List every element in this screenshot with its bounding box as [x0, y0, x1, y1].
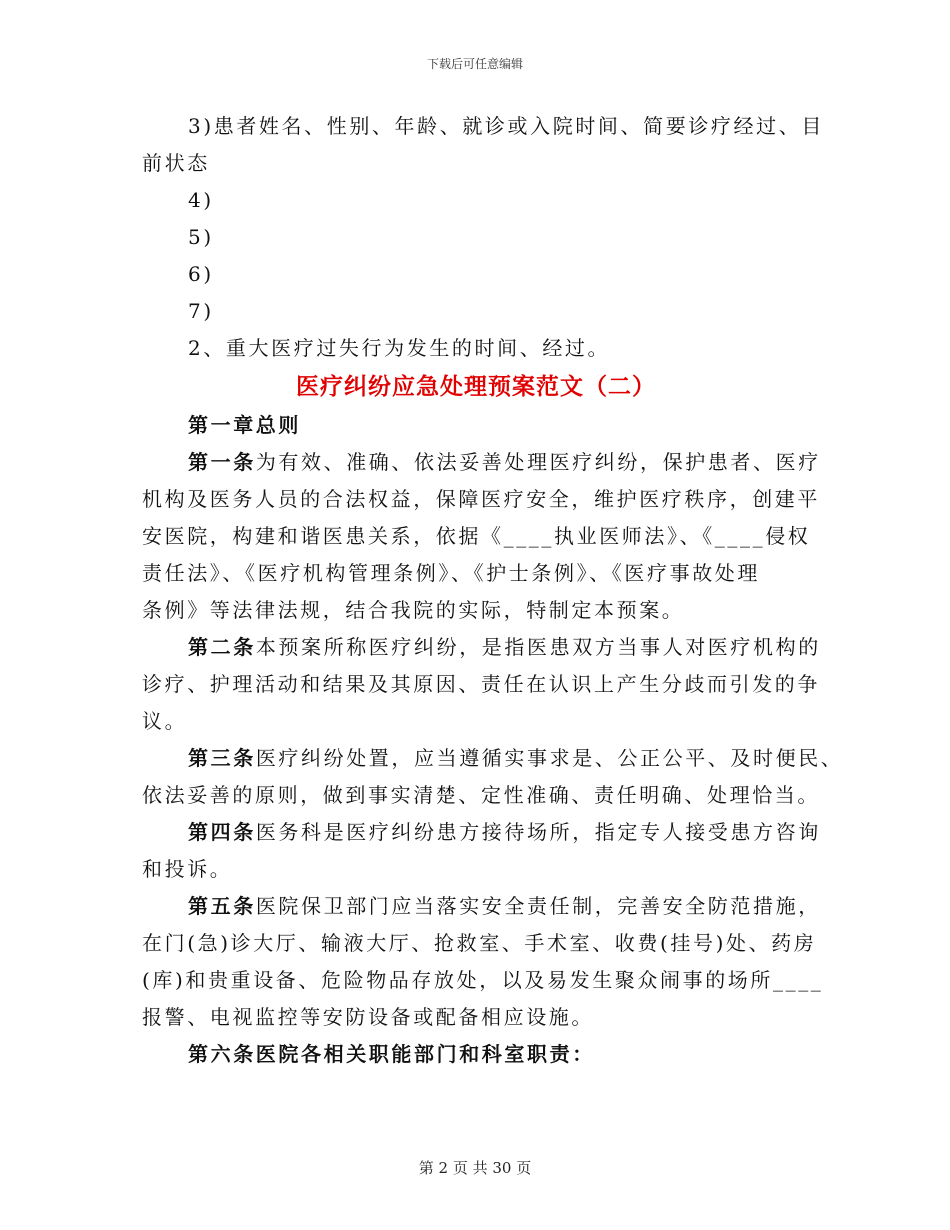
page-number: 第 2 页 共 30 页 — [418, 1159, 532, 1177]
article-1-line-1 — [142, 444, 821, 481]
article-2-line-3: 议。 — [142, 709, 188, 733]
article-1-line-2: 机构及医务人员的合法权益，保障医疗安全，维护医疗秩序，创建平 — [142, 487, 820, 511]
article-3-label: 第三条 — [188, 746, 256, 770]
article-3-line-2: 依法妥善的原则，做到事实清楚、定性准确、责任明确、处理恰当。 — [142, 783, 820, 807]
list-item-6: 6) — [188, 262, 214, 286]
article-5-line-4: 报警、电视监控等安防设备或配备相应设施。 — [142, 1005, 594, 1029]
list-item-3: 3)患者姓名、性别、年龄、就诊或入院时间、简要诊疗经过、目 — [188, 114, 824, 138]
article-4-line-2: 和投诉。 — [142, 857, 233, 881]
article-1-line-5: 条例》等法律法规，结合我院的实际，特制定本预案。 — [142, 598, 685, 622]
article-1-text: 为有效、准确、依法妥善处理医疗纠纷，保护患者、医疗 — [255, 450, 821, 474]
article-1-label: 第一条 — [188, 450, 256, 474]
list-item-4: 4) — [188, 188, 214, 212]
article-2-line-2: 诊疗、护理活动和结果及其原因、责任在认识上产生分歧而引发的争 — [142, 672, 820, 696]
article-6-heading: 第六条医院各相关职能部门和科室职责： — [188, 1042, 595, 1066]
list-item-5: 5) — [188, 225, 214, 249]
list-item-7: 7) — [188, 299, 214, 323]
article-3-line-1 — [142, 740, 844, 777]
article-2-label: 第二条 — [188, 635, 256, 659]
article-4-text: 医务科是医疗纠纷患方接待场所，指定专人接受患方咨询 — [255, 820, 821, 844]
article-1-line-3: 安医院，构建和谐医患关系，依据《____执业医师法》、《____侵权 — [142, 524, 811, 548]
section-title: 医疗纠纷应急处理预案范文（二） — [296, 373, 656, 400]
article-5-line-2: 在门(急)诊大厅、输液大厅、抢救室、手术室、收费(挂号)处、药房 — [142, 931, 817, 955]
article-4-line-1 — [142, 814, 821, 851]
article-5-line-1 — [142, 888, 821, 925]
article-5-text: 医院保卫部门应当落实安全责任制，完善安全防范措施， — [255, 894, 821, 918]
article-1-line-4: 责任法》、《医疗机构管理条例》、《护士条例》、《医疗事故处理 — [142, 561, 760, 585]
article-2-text: 本预案所称医疗纠纷，是指医患双方当事人对医疗机构的 — [255, 635, 821, 659]
chapter-heading: 第一章总则 — [188, 413, 301, 437]
article-5-line-3: (库)和贵重设备、危险物品存放处，以及易发生聚众闹事的场所____ — [142, 968, 824, 992]
document-body — [142, 108, 844, 1073]
page-header-note: 下载后可任意编辑 — [426, 57, 523, 71]
item-2-paragraph: 2、重大医疗过失行为发生的时间、经过。 — [188, 336, 611, 360]
article-4-label: 第四条 — [188, 820, 256, 844]
article-3-text: 医疗纠纷处置，应当遵循实事求是、公正公平、及时便民、 — [255, 746, 844, 770]
article-2-line-1 — [142, 629, 821, 666]
list-item-3-continued: 前状态 — [142, 151, 210, 175]
article-5-label: 第五条 — [188, 894, 256, 918]
